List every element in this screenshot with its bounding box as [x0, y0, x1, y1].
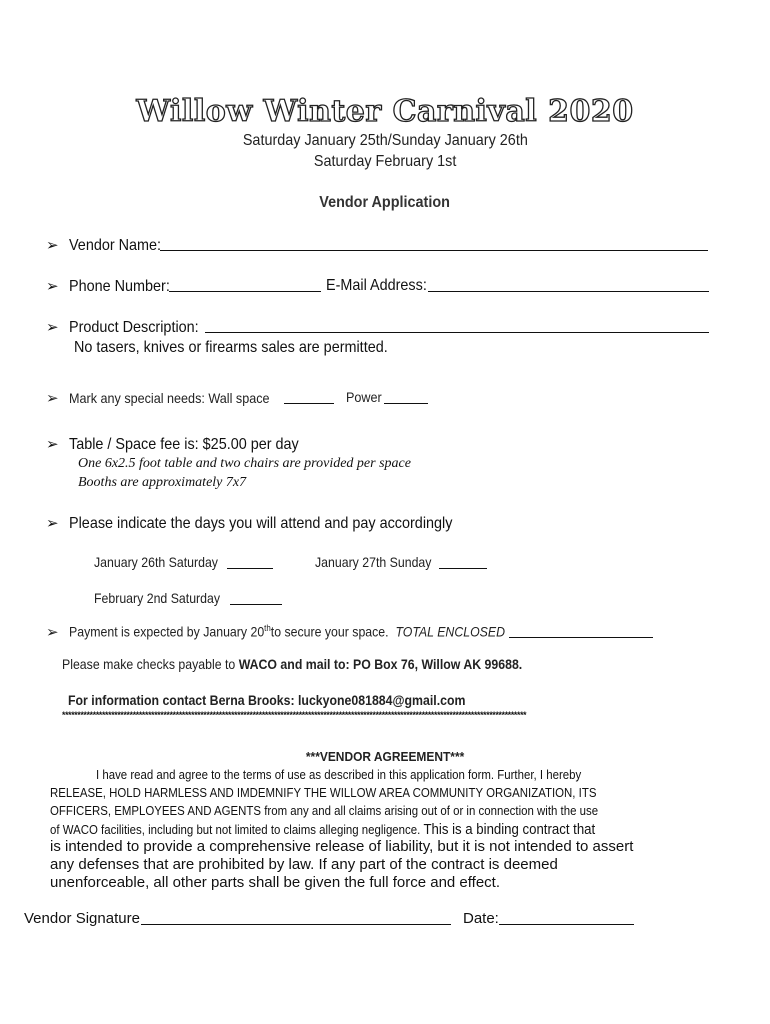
- page-title: Willow Winter Carnival 2020: [136, 94, 634, 129]
- day-3-field[interactable]: [230, 590, 282, 605]
- checks-line: Please make checks payable to WACO and mail to: PO Box 76, Willow AK 99688.: [62, 656, 523, 672]
- product-label: Product Description:: [68, 319, 199, 336]
- arrow-bullet-icon: ➢: [46, 624, 59, 641]
- vendor-name-row: [46, 236, 171, 255]
- agreement-line-3: OFFICERS, EMPLOYEES AND AGENTS from any and all claims arising out of or in connection with the use: [50, 803, 599, 818]
- vendor-name-label: Vendor Name:: [68, 237, 161, 254]
- date-line-1: Saturday January 25th/Sunday January 26th: [242, 132, 528, 149]
- day-3-label: February 2nd Saturday: [94, 590, 221, 606]
- arrow-bullet-icon: ➢: [46, 436, 59, 453]
- arrow-bullet-icon: ➢: [46, 390, 59, 407]
- special-needs-label: Mark any special needs: Wall space: [68, 390, 270, 406]
- payment-text: Payment is expected by January 20: [68, 624, 264, 640]
- arrow-bullet-icon: ➢: [46, 237, 59, 254]
- day-2-field[interactable]: [439, 554, 487, 569]
- date-line-2: Saturday February 1st: [313, 153, 457, 170]
- agreement-line-4: of WACO facilities, including but not limited to claims alleging negligence. This is a binding contract that: [50, 821, 596, 838]
- email-field[interactable]: [428, 277, 709, 292]
- days-row: [46, 514, 495, 533]
- day-1-field[interactable]: [227, 554, 273, 569]
- arrow-bullet-icon: ➢: [46, 515, 59, 532]
- agreement-heading: ***VENDOR AGREEMENT***: [305, 749, 465, 764]
- product-note: No tasers, knives or firearms sales are permitted.: [74, 339, 388, 356]
- payment-post: to secure your space.: [270, 624, 389, 640]
- arrow-bullet-icon: ➢: [46, 319, 59, 336]
- phone-row: [46, 277, 181, 296]
- power-label: Power: [346, 389, 382, 405]
- day-2-label: January 27th Sunday: [315, 554, 432, 570]
- fee-row: [46, 435, 324, 454]
- payment-sup: th: [263, 623, 271, 634]
- special-needs-row: [46, 389, 291, 407]
- arrow-bullet-icon: ➢: [46, 278, 59, 295]
- power-field[interactable]: [384, 389, 428, 404]
- phone-field[interactable]: [169, 277, 321, 292]
- phone-label: Phone Number:: [68, 278, 170, 295]
- payment-row: [46, 623, 564, 641]
- signature-field[interactable]: [141, 910, 451, 925]
- agreement-line-7: unenforceable, all other parts shall be given the full force and effect.: [50, 874, 501, 891]
- date-label: Date:: [463, 910, 499, 927]
- wall-space-field[interactable]: [284, 389, 334, 404]
- agreement-line-1: I have read and agree to the terms of use as described in this application form. Further, I hereby: [96, 767, 582, 782]
- agreement-line-5: is intended to provide a comprehensive release of liability, but it is not intended to assert: [50, 838, 634, 855]
- product-field[interactable]: [205, 318, 709, 333]
- fee-label: Table / Space fee is: $25.00 per day: [68, 436, 299, 453]
- agreement-line-2: RELEASE, HOLD HARMLESS AND IMDEMNIFY THE WILLOW AREA COMMUNITY ORGANIZATION, ITS: [50, 785, 597, 800]
- form-title: Vendor Application: [319, 194, 451, 211]
- days-prompt: Please indicate the days you will attend and pay accordingly: [68, 515, 453, 532]
- fee-note-2: Booths are approximately 7x7: [78, 475, 247, 490]
- product-row: [46, 318, 213, 337]
- email-label: E-Mail Address:: [326, 277, 427, 294]
- signature-label: Vendor Signature: [24, 910, 140, 927]
- contact-info: For information contact Berna Brooks: luckyone081884@gmail.com: [68, 692, 466, 708]
- vendor-name-field[interactable]: [160, 236, 708, 251]
- day-1-label: January 26th Saturday: [94, 554, 218, 570]
- agreement-line-6: any defenses that are prohibited by law. If any part of the contract is deemed: [50, 856, 558, 873]
- total-enclosed-field[interactable]: [509, 623, 653, 638]
- date-field[interactable]: [499, 910, 634, 925]
- divider: *******************************************************************************************************************************************************: [62, 710, 527, 720]
- fee-note-1: One 6x2.5 foot table and two chairs are provided per space: [78, 456, 411, 471]
- total-enclosed-label: TOTAL ENCLOSED: [395, 624, 505, 640]
